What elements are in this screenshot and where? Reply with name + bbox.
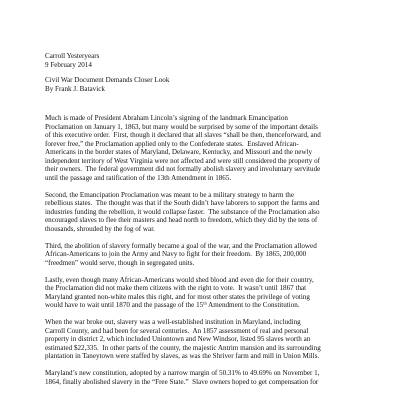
paragraph (45, 369, 373, 386)
text-line: Carroll County, and had been for several centuries. An 1857 assessment of real and personal (45, 326, 309, 335)
text-line: property in district 2, which included Uniontown and New Windsor, listed 95 slaves worth an (45, 335, 311, 343)
text-segment: would have to wait until 1870 and the passage of the 15 (45, 301, 204, 309)
text-line: thousands, shrouded by the fog of war. (45, 224, 155, 233)
paragraph (45, 242, 373, 268)
text-line: 1864, finally abolished slavery in the “Free State.” Slave owners hoped to get compensation for (45, 377, 319, 386)
paragraph (45, 276, 373, 310)
text-segment: Amendment to the Constitution. (206, 301, 300, 309)
text-line: the Proclamation did not make them citizens with the right to vote. It wasn’t until 1867 that (45, 284, 307, 292)
text-line: Maryland’s new constitution, adopted by a narrow margin of 50.31% to 49.69% on November 1, (45, 369, 320, 377)
publication-name: Carroll Yesteryears (45, 52, 100, 60)
publication-date: 9 February 2014 (45, 60, 92, 69)
text-line: Much is made of President Abraham Lincoln’s signing of the landmark Emancipation (45, 114, 288, 122)
text-line: “freedmen” would serve, though in segregated units. (45, 258, 195, 267)
text-line: Americans in the border states of Maryland, Delaware, Kentucky, and Missouri and the newly (45, 148, 313, 156)
ordinal-superscript: th (203, 300, 207, 306)
text-line: encouraged slaves to flee their masters and head north to freedom, which they did by the tens of (45, 216, 318, 224)
article-title: Civil War Document Demands Closer Look (45, 76, 170, 84)
text-line: of this executive order. First, though it declared that all slaves “shall be then, thenceforward, and (45, 131, 321, 139)
text-line: Proclamation on January 1, 1863, but many would be surprised by some of the important details (45, 122, 318, 131)
text-line: Maryland granted non-white males this right, and for most other states the privilege of voting (45, 292, 310, 301)
text-line: forever free,” the Proclamation applied only to the Confederate states. Enslaved African- (45, 139, 299, 148)
article-byline: By Frank J. Batavick (45, 84, 105, 93)
text-line: plantation in Taneytown were staffed by slaves, as was the Shriver farm and mill in Union Mills. (45, 352, 320, 360)
text-line: When the war broke out, slavery was a well-established institution in Maryland, including (45, 318, 301, 326)
document-header (45, 52, 365, 69)
paragraph (45, 318, 373, 361)
article-body (45, 114, 373, 395)
paragraph (45, 114, 373, 182)
text-line: until the passage and ratification of the 13th Amendment in 1865. (45, 173, 232, 182)
text-line: rebellious states. The thought was that if the South didn’t have laborers to support the farms and (45, 199, 320, 207)
text-line: independent territory of West Virginia were not affected and were still considered the property of (45, 156, 321, 165)
text-line: Third, the abolition of slavery formally became a goal of the war, and the Proclamation allowed (45, 241, 317, 250)
article-heading (45, 76, 365, 93)
text-line: industries funding the rebellion, it would collapse faster. The substance of the Proclamation also (45, 207, 320, 216)
paragraph (45, 191, 373, 234)
text-line: Second, the Emancipation Proclamation was meant to be a military strategy to harm the (45, 190, 294, 199)
text-line: African-Americans to join the Army and Navy to fight for their freedom. By 1865, 200,000 (45, 250, 307, 258)
text-line: Lastly, even though many African-Americans would shed blood and even die for their country, (45, 275, 314, 284)
text-line-with-superscript (45, 301, 373, 310)
text-line: estimated $22,335. In other parts of the county, the majestic Antrim mansion and its surrounding (45, 343, 321, 352)
text-line: their owners. The federal government did not formally abolish slavery and involuntary servitude (45, 165, 321, 173)
